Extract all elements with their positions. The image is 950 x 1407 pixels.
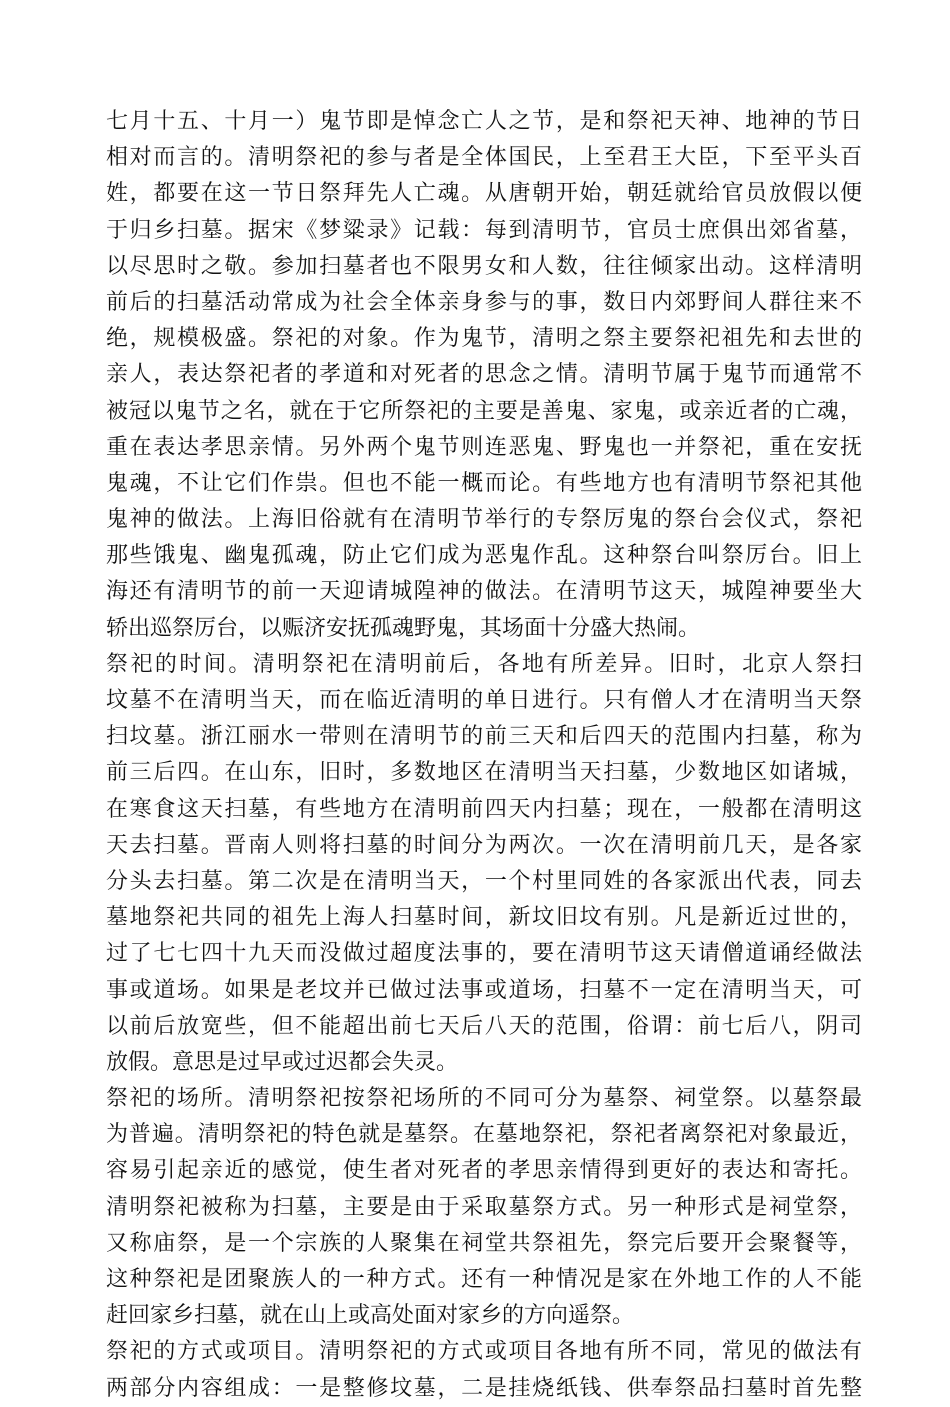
document-body [106,104,862,1407]
text-line: 这种祭祀是团聚族人的一种方式。还有一种情况是家在外地工作的人不能 [106,1267,862,1292]
text-line: 那些饿鬼、幽鬼孤魂，防止它们成为恶鬼作乱。这种祭台叫祭厉台。旧上 [106,543,862,569]
text-line: 以前后放宽些，但不能超出前七天后八天的范围，俗谓：前七后八，阴司 [106,1013,862,1039]
text-line: 轿出巡祭厉台，以赈济安抚孤魂野鬼，其场面十分盛大热闹。 [106,615,701,641]
text-line: 扫坟墓。浙江丽水一带则在清明节的前三天和后四天的范围内扫墓，称为 [106,724,862,750]
text-line: 过了七七四十九天而没做过超度法事的，要在清明节这天请僧道诵经做法 [106,941,862,967]
text-line: 容易引起亲近的感觉，使生者对死者的孝思亲情得到更好的表达和寄托。 [106,1158,862,1184]
text-line: 又称庙祭，是一个宗族的人聚集在祠堂共祭祖先，祭完后要开会聚餐等， [106,1230,862,1256]
text-line: 鬼魂，不让它们作祟。但也不能一概而论。有些地方也有清明节祭祀其他 [106,470,862,496]
text-line: 前三后四。在山东，旧时，多数地区在清明当天扫墓，少数地区如诸城， [106,760,862,786]
text-line: 七月十五、十月一）鬼节即是悼念亡人之节，是和祭祀天神、地神的节日 [106,109,862,134]
text-line: 放假。意思是过早或过迟都会失灵。 [106,1049,459,1075]
text-line: 为普遍。清明祭祀的特色就是墓祭。在墓地祭祀，祭祀者离祭祀对象最近， [106,1122,862,1148]
text-line: 分头去扫墓。第二次是在清明当天，一个村里同姓的各家派出代表，同去 [106,868,862,894]
text-line: 重在表达孝思亲情。另外两个鬼节则连恶鬼、野鬼也一并祭祀，重在安抚 [106,434,862,460]
text-line: 清明祭祀被称为扫墓，主要是由于采取墓祭方式。另一种形式是祠堂祭， [106,1194,862,1220]
text-line: 在寒食这天扫墓，有些地方在清明前四天内扫墓；现在，一般都在清明这 [106,796,862,822]
text-line: 被冠以鬼节之名，就在于它所祭祀的主要是善鬼、家鬼，或亲近者的亡魂， [106,398,862,424]
text-line: 姓，都要在这一节日祭拜先人亡魂。从唐朝开始，朝廷就给官员放假以便 [106,181,862,207]
text-line: 天去扫墓。晋南人则将扫墓的时间分为两次。一次在清明前几天，是各家 [106,832,862,858]
text-line: 鬼神的做法。上海旧俗就有在清明节举行的专祭厉鬼的祭台会仪式，祭祀 [106,507,862,533]
text-line: 墓地祭祀共同的祖先上海人扫墓时间，新坟旧坟有别。凡是新近过世的， [106,905,862,931]
text-line: 赶回家乡扫墓，就在山上或高处面对家乡的方向遥祭。 [106,1303,635,1329]
text-line: 前后的扫墓活动常成为社会全体亲身参与的事，数日内郊野间人群往来不 [106,289,862,315]
text-line: 绝，规模极盛。祭祀的对象。作为鬼节，清明之祭主要祭祀祖先和去世的 [106,326,862,352]
text-line: 祭祀的方式或项目。清明祭祀的方式或项目各地有所不同，常见的做法有 [106,1339,862,1365]
text-line: 以尽思时之敬。参加扫墓者也不限男女和人数，往往倾家出动。这样清明 [106,253,862,279]
text-line: 于归乡扫墓。据宋《梦粱录》记载：每到清明节，官员士庶俱出郊省墓， [106,217,862,243]
text-line: 坟墓不在清明当天，而在临近清明的单日进行。只有僧人才在清明当天祭 [106,688,862,713]
text-line: 相对而言的。清明祭祀的参与者是全体国民，上至君王大臣，下至平头百 [106,145,862,171]
text-line: 两部分内容组成：一是整修坟墓，二是挂烧纸钱、供奉祭品扫墓时首先整 [106,1375,862,1401]
text-line: 海还有清明节的前一天迎请城隍神的做法。在清明节这天，城隍神要坐大 [106,579,862,605]
text-line: 祭祀的时间。清明祭祀在清明前后，各地有所差异。旧时，北京人祭扫 [106,651,862,677]
text-line: 祭祀的场所。清明祭祀按祭祀场所的不同可分为墓祭、祠堂祭。以墓祭最 [106,1086,862,1112]
text-line: 亲人，表达祭祀者的孝道和对死者的思念之情。清明节属于鬼节而通常不 [106,362,862,388]
text-line: 事或道场。如果是老坟并已做过法事或道场，扫墓不一定在清明当天，可 [106,977,862,1003]
